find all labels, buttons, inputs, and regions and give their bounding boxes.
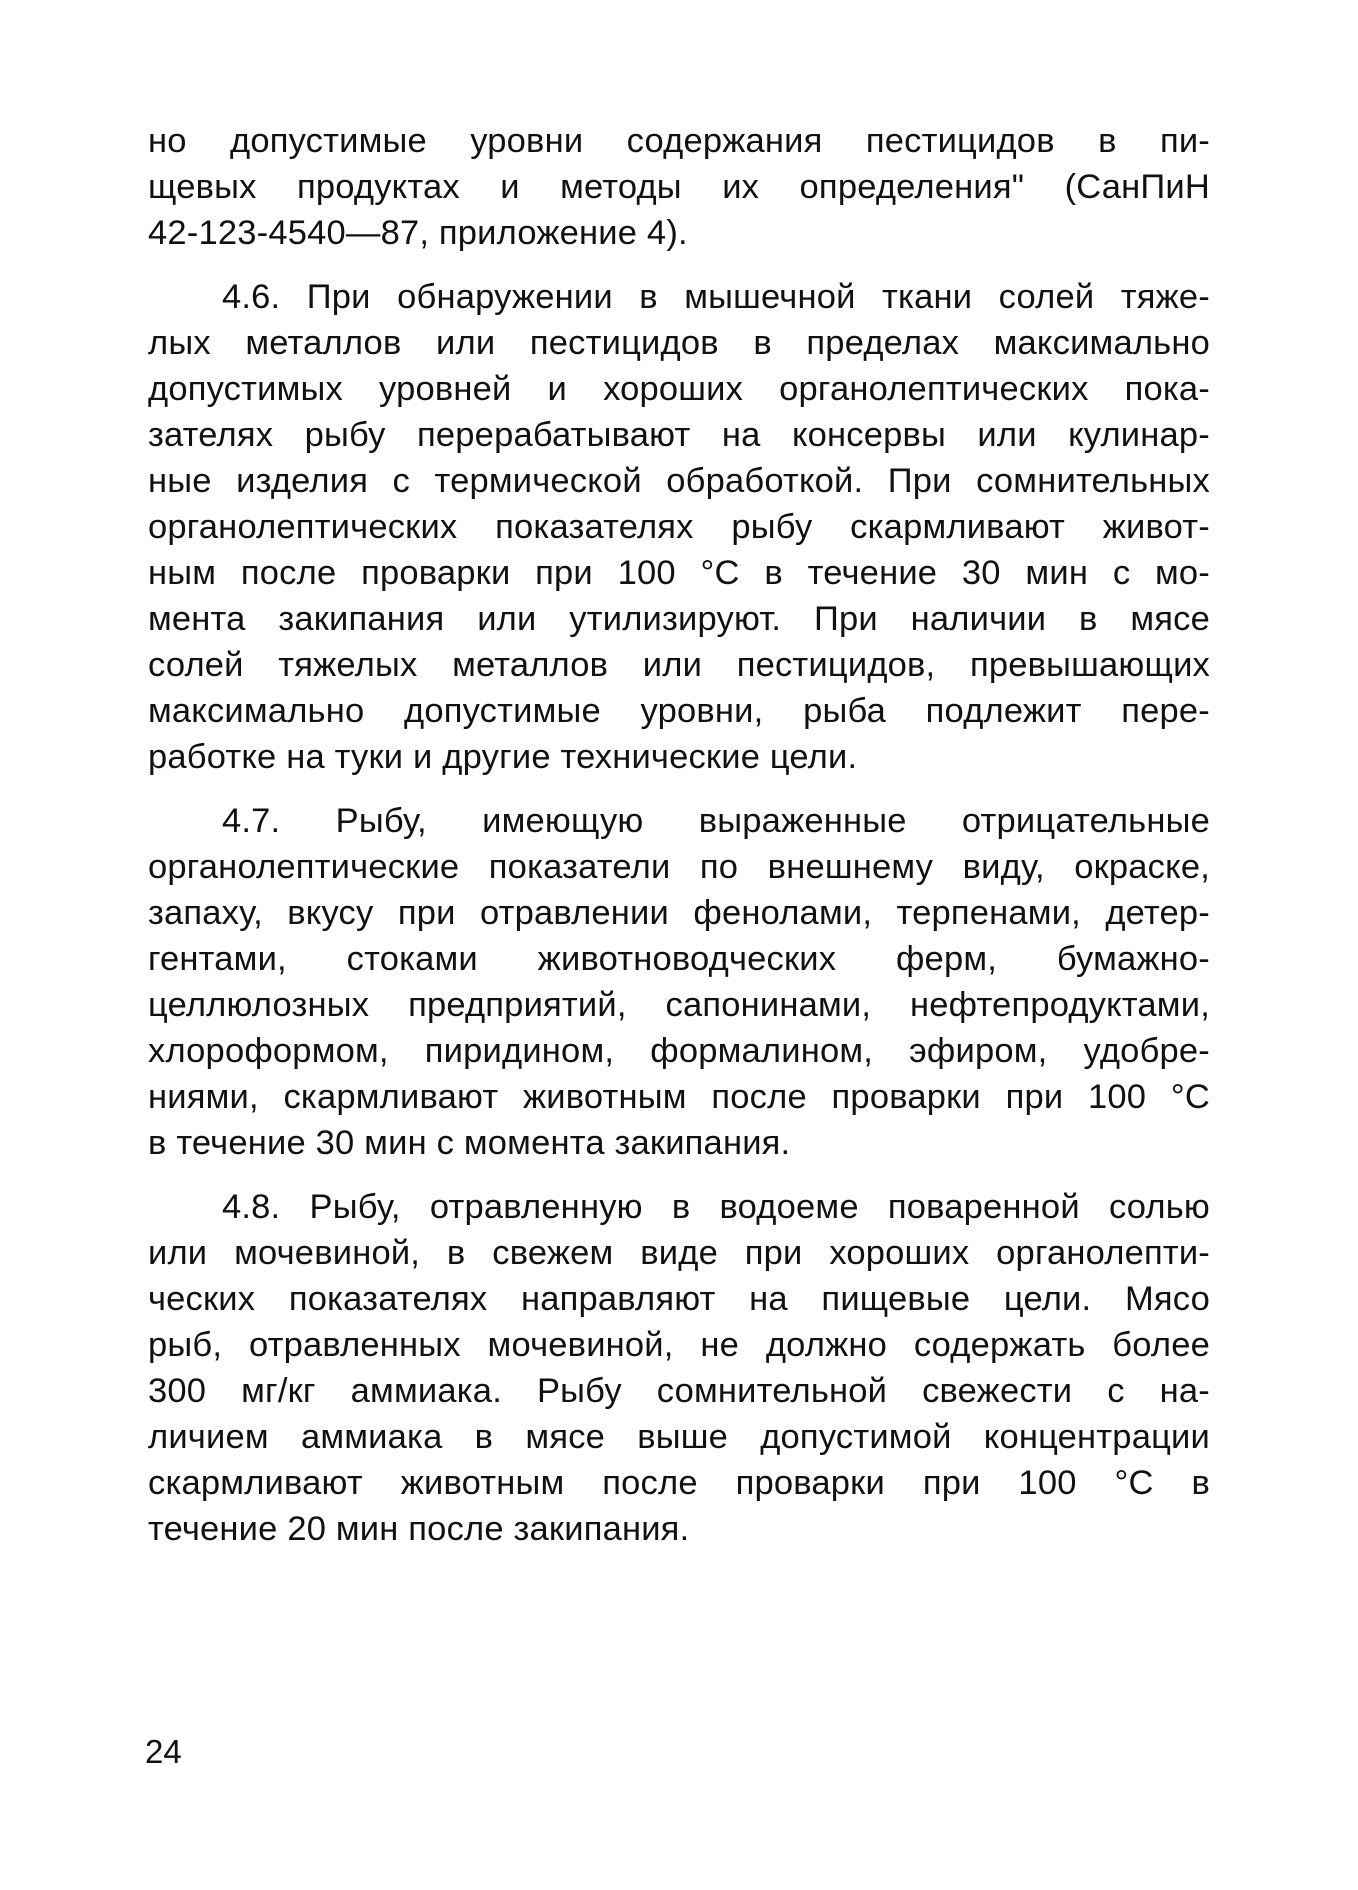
text-line: запаху, вкусу при отравлении фенолами, терпенами, детер- — [148, 894, 1210, 932]
text-line: работке на туки и другие технические цели. — [148, 738, 858, 776]
text-line: в течение 30 мин с момента закипания. — [148, 1124, 791, 1162]
text-line: скармливают животным после проварки при 100 °С в — [148, 1464, 1210, 1502]
text-line: ниями, скармливают животным после проварки при 100 °С — [148, 1078, 1210, 1116]
text-line: щевых продуктах и методы их определения" (СанПиН — [148, 168, 1210, 206]
text-line: зателях рыбу перерабатывают на консервы или кулинар- — [148, 416, 1210, 454]
text-line: максимально допустимые уровни, рыба подлежит пере- — [148, 692, 1210, 730]
text-line: органолептические показатели по внешнему виду, окраске, — [148, 848, 1210, 886]
page-number: 24 — [145, 1733, 182, 1770]
paragraph-4-8 — [148, 1184, 1210, 1552]
text-line: 42-123-4540—87, приложение 4). — [148, 214, 688, 252]
body-text — [148, 118, 1210, 1570]
text-line: органолептических показателях рыбу скармливают живот- — [148, 508, 1210, 546]
text-line: допустимых уровней и хороших органолептических пока- — [148, 370, 1210, 408]
text-line: 4.7. Рыбу, имеющую выраженные отрицательные — [222, 802, 1210, 840]
paragraph-continuation — [148, 118, 1210, 256]
text-line: мента закипания или утилизируют. При наличии в мясе — [148, 600, 1210, 638]
text-line: рыб, отравленных мочевиной, не должно содержать более — [148, 1326, 1210, 1364]
text-line: гентами, стоками животноводческих ферм, бумажно- — [148, 940, 1210, 978]
text-line: или мочевиной, в свежем виде при хороших органолепти- — [148, 1234, 1210, 1272]
text-line: целлюлозных предприятий, сапонинами, нефтепродуктами, — [148, 986, 1210, 1024]
text-line: солей тяжелых металлов или пестицидов, превышающих — [148, 646, 1210, 684]
text-line: но допустимые уровни содержания пестицидов в пи- — [148, 122, 1210, 160]
text-line: 300 мг/кг аммиака. Рыбу сомнительной свежести с на- — [148, 1372, 1210, 1410]
text-line: лых металлов или пестицидов в пределах максимально — [148, 324, 1210, 362]
paragraph-4-6 — [148, 274, 1210, 780]
text-line: 4.6. При обнаружении в мышечной ткани солей тяже- — [222, 278, 1210, 316]
text-line: ческих показателях направляют на пищевые цели. Мясо — [148, 1280, 1210, 1318]
text-line: хлороформом, пиридином, формалином, эфиром, удобре- — [148, 1032, 1210, 1070]
text-line: течение 20 мин после закипания. — [148, 1510, 690, 1548]
paragraph-4-7 — [148, 798, 1210, 1166]
text-line: 4.8. Рыбу, отравленную в водоеме поваренной солью — [222, 1188, 1210, 1226]
text-line: ным после проварки при 100 °С в течение 30 мин с мо- — [148, 554, 1210, 592]
text-line: личием аммиака в мясе выше допустимой концентрации — [148, 1418, 1210, 1456]
text-line: ные изделия с термической обработкой. При сомнительных — [148, 462, 1210, 500]
